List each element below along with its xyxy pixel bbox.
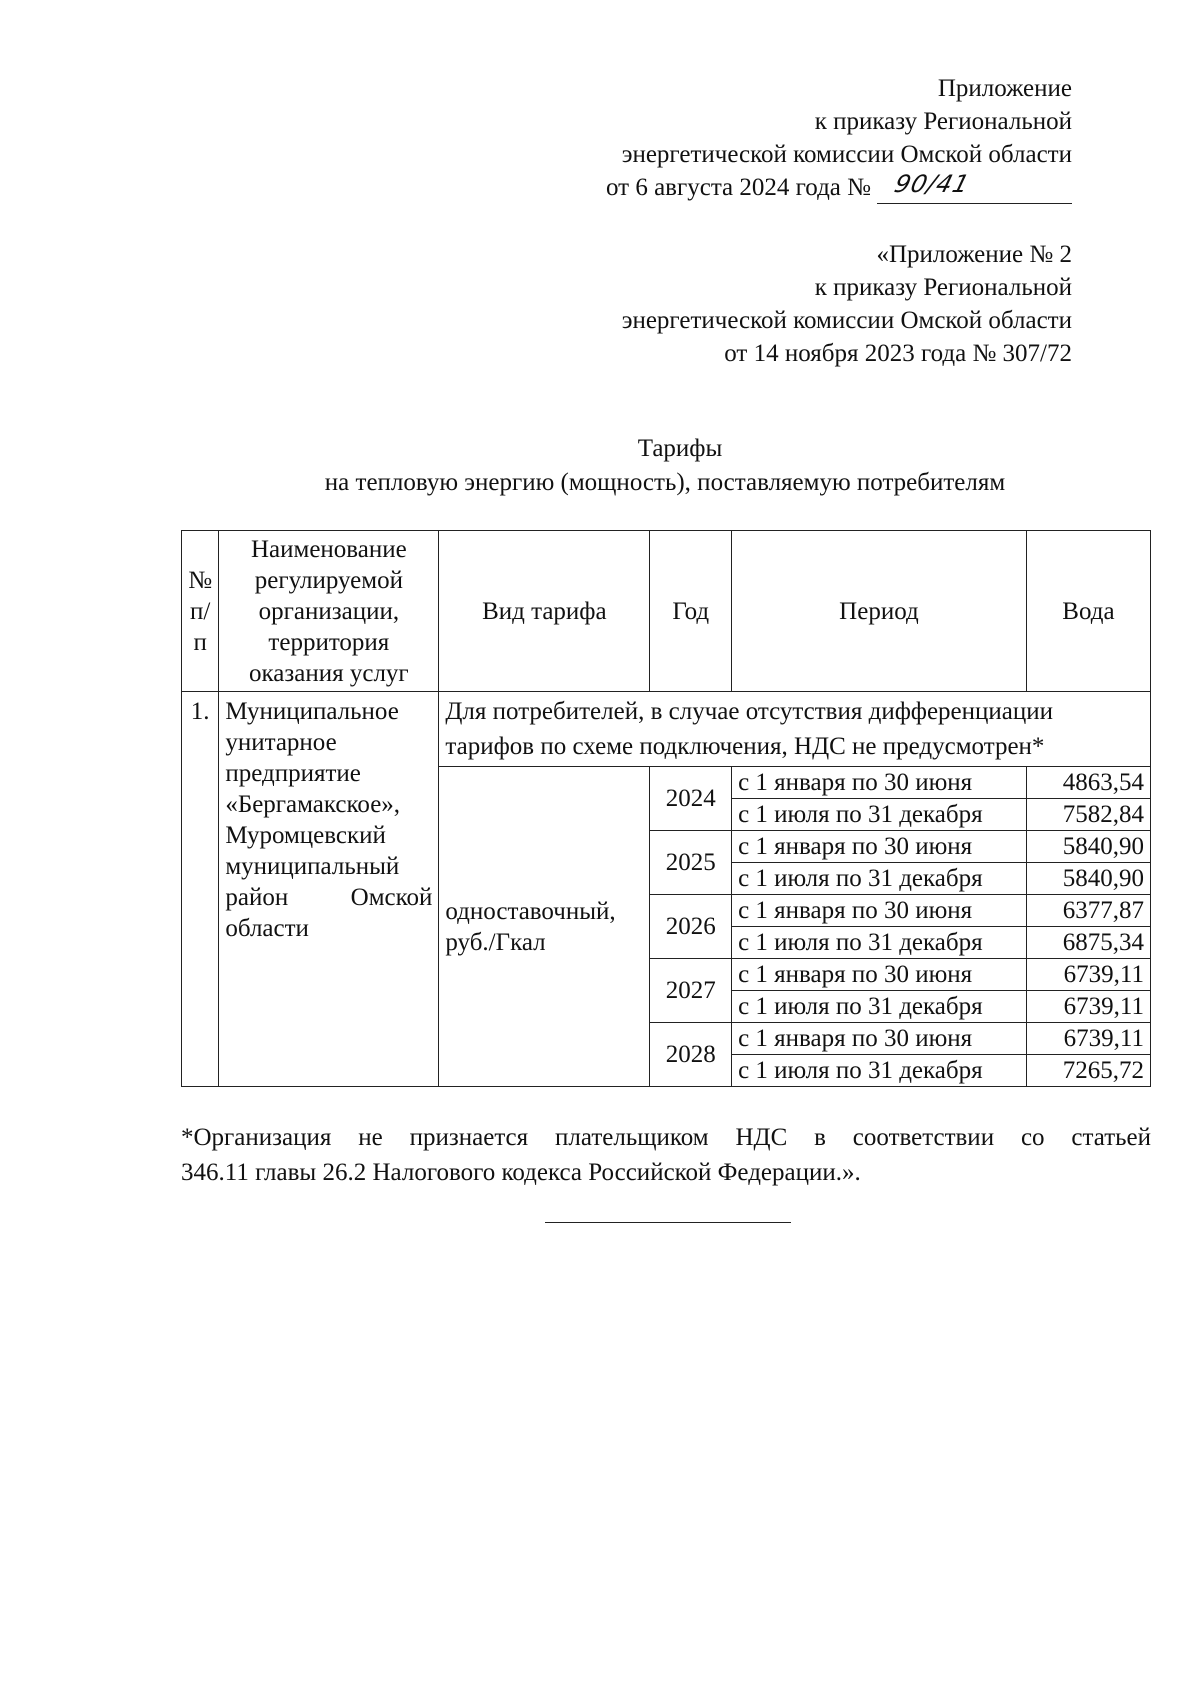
year-cell: 2024 bbox=[650, 767, 732, 831]
period-cell: с 1 января по 30 июня bbox=[732, 1023, 1027, 1055]
appendix-line-4 bbox=[606, 171, 1072, 204]
value-cell: 6739,11 bbox=[1026, 1023, 1150, 1055]
footnote-line-1: *Организация не признается плательщиком НДС в соответствии со статьей bbox=[181, 1124, 1151, 1151]
table-header-row bbox=[182, 531, 1151, 692]
value-cell: 4863,54 bbox=[1026, 767, 1150, 799]
appendix-header bbox=[606, 72, 1072, 204]
document-title bbox=[0, 432, 1200, 500]
value-cell: 6875,34 bbox=[1026, 927, 1150, 959]
footnote bbox=[181, 1120, 1151, 1190]
value-cell: 6739,11 bbox=[1026, 959, 1150, 991]
value-cell: 7582,84 bbox=[1026, 799, 1150, 831]
appendix2-header bbox=[622, 238, 1072, 370]
header-num: № п/п bbox=[182, 531, 219, 692]
period-cell: с 1 января по 30 июня bbox=[732, 831, 1027, 863]
period-cell: с 1 июля по 31 декабря bbox=[732, 1055, 1027, 1087]
period-cell: с 1 июля по 31 декабря bbox=[732, 863, 1027, 895]
appendix-line-2: к приказу Региональной bbox=[814, 108, 1072, 135]
header-water: Вода bbox=[1026, 531, 1150, 692]
period-cell: с 1 июля по 31 декабря bbox=[732, 927, 1027, 959]
year-cell: 2026 bbox=[650, 895, 732, 959]
value-cell: 6739,11 bbox=[1026, 991, 1150, 1023]
period-cell: с 1 июля по 31 декабря bbox=[732, 799, 1027, 831]
row-number: 1. bbox=[182, 692, 219, 1087]
table-row bbox=[182, 692, 1151, 767]
header-org: Наименование регулируемой организации, территория оказания услуг bbox=[219, 531, 439, 692]
tariff-type: одноставочный, руб./Гкал bbox=[439, 767, 650, 1087]
value-cell: 5840,90 bbox=[1026, 831, 1150, 863]
year-cell: 2028 bbox=[650, 1023, 732, 1087]
period-cell: с 1 июля по 31 декабря bbox=[732, 991, 1027, 1023]
header-tariff-type: Вид тарифа bbox=[439, 531, 650, 692]
appendix-line-3: энергетической комиссии Омской области bbox=[621, 141, 1072, 168]
order-date: от 6 августа 2024 года № bbox=[605, 174, 871, 201]
order-number-field bbox=[877, 170, 1072, 204]
appendix2-line-2: к приказу Региональной bbox=[814, 274, 1072, 301]
appendix2-line-4: от 14 ноября 2023 года № 307/72 bbox=[724, 340, 1072, 367]
appendix-line-1: Приложение bbox=[937, 75, 1072, 102]
end-divider bbox=[545, 1222, 791, 1223]
period-cell: с 1 января по 30 июня bbox=[732, 895, 1027, 927]
title-line-2: на тепловую энергию (мощность), поставляемую потребителям bbox=[324, 469, 1006, 496]
order-number-handwritten: 90/41 bbox=[891, 170, 974, 198]
year-cell: 2025 bbox=[650, 831, 732, 895]
appendix2-line-1: «Приложение № 2 bbox=[876, 241, 1072, 268]
header-period: Период bbox=[732, 531, 1027, 692]
header-year: Год bbox=[650, 531, 732, 692]
consumer-note: Для потребителей, в случае отсутствия дифференциации тарифов по схеме подключения, НДС не предусмотрен* bbox=[439, 692, 1151, 767]
value-cell: 5840,90 bbox=[1026, 863, 1150, 895]
period-cell: с 1 января по 30 июня bbox=[732, 767, 1027, 799]
footnote-line-2: 346.11 главы 26.2 Налогового кодекса Российской Федерации.». bbox=[181, 1159, 861, 1186]
tariff-table bbox=[181, 530, 1151, 1087]
value-cell: 7265,72 bbox=[1026, 1055, 1150, 1087]
period-cell: с 1 января по 30 июня bbox=[732, 959, 1027, 991]
year-cell: 2027 bbox=[650, 959, 732, 1023]
org-name: Муниципальное унитарное предприятие «Бергамакское», Муромцевский муниципальный район Омской области bbox=[219, 692, 439, 1087]
value-cell: 6377,87 bbox=[1026, 895, 1150, 927]
title-line-1: Тарифы bbox=[637, 435, 723, 462]
appendix2-line-3: энергетической комиссии Омской области bbox=[621, 307, 1072, 334]
